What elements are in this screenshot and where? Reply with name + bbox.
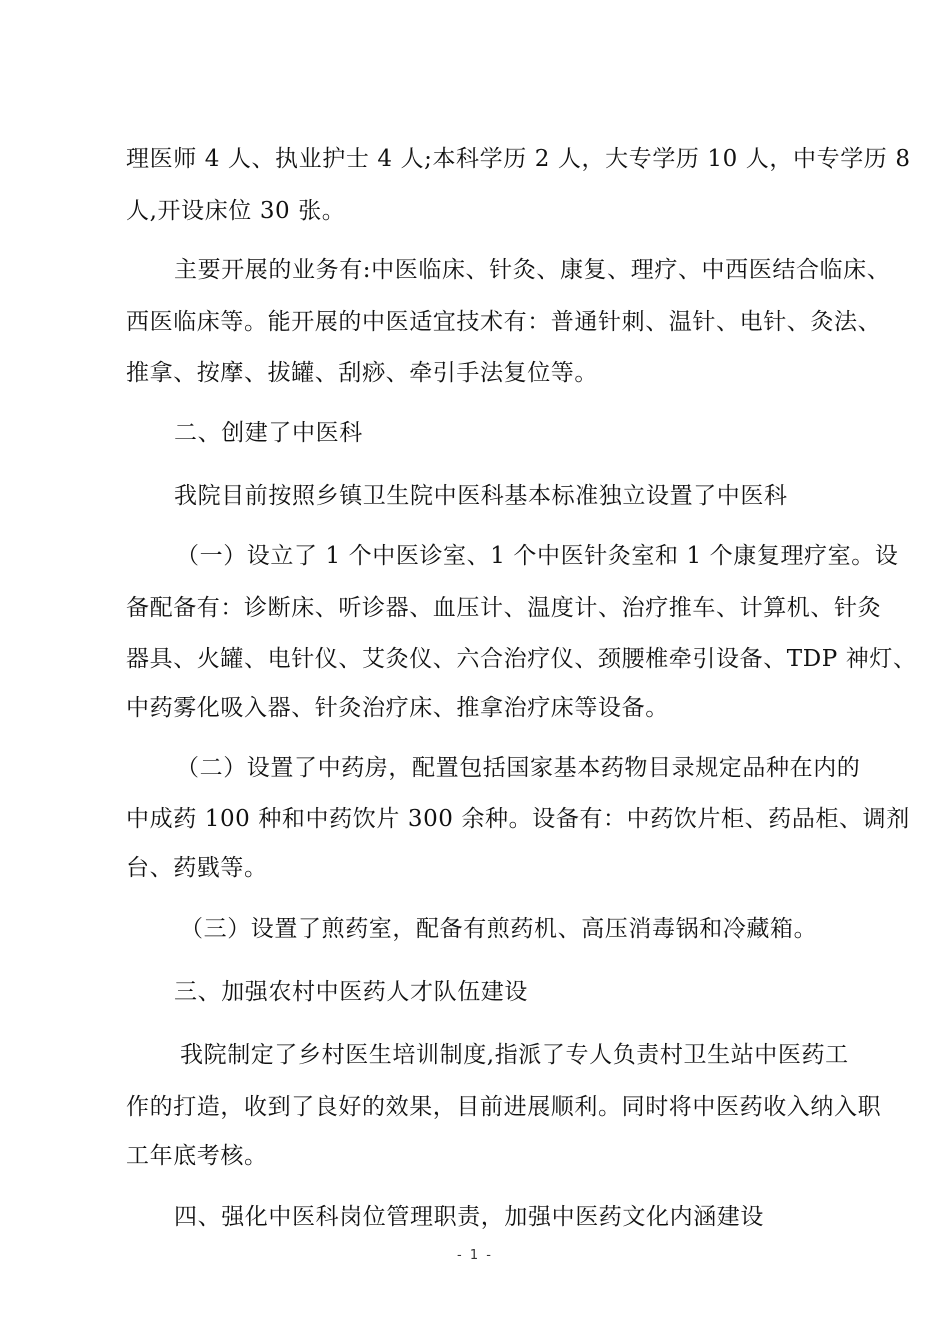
body-line: 我院目前按照乡镇卫生院中医科基本标准独立设置了中医科	[174, 483, 788, 509]
body-line: （三）设置了煎药室，配备有煎药机、高压消毒锅和冷藏箱。	[180, 916, 818, 942]
body-line: 中成药 100 种和中药饮片 300 余种。设备有：中药饮片柜、药品柜、调剂	[126, 806, 910, 832]
body-line: 理医师 4 人、执业护士 4 人;本科学历 2 人，大专学历 10 人，中专学历 8	[126, 146, 911, 172]
section-heading: 四、强化中医科岗位管理职责，加强中医药文化内涵建设	[174, 1204, 764, 1230]
body-line: （一）设立了 1 个中医诊室、1 个中医针灸室和 1 个康复理疗室。设	[176, 543, 899, 569]
body-line: 台、药戥等。	[126, 855, 268, 881]
body-line: 推拿、按摩、拔罐、刮痧、牵引手法复位等。	[126, 360, 598, 386]
body-line: 器具、火罐、电针仪、艾灸仪、六合治疗仪、颈腰椎牵引设备、TDP 神灯、	[126, 646, 917, 672]
body-line: 我院制定了乡村医生培训制度,指派了专人负责村卫生站中医药工	[180, 1042, 849, 1068]
body-line: 人,开设床位 30 张。	[126, 198, 346, 224]
body-line: 工年底考核。	[126, 1143, 268, 1169]
page-number: - 1 -	[457, 1248, 493, 1263]
section-heading: 三、加强农村中医药人才队伍建设	[174, 979, 528, 1005]
body-line: 主要开展的业务有:中医临床、针灸、康复、理疗、中西医结合临床、	[174, 257, 891, 283]
section-heading: 二、创建了中医科	[174, 420, 363, 446]
body-line: 中药雾化吸入器、针灸治疗床、推拿治疗床等设备。	[126, 695, 669, 721]
body-line: 备配备有：诊断床、听诊器、血压计、温度计、治疗推车、计算机、针灸	[126, 595, 882, 621]
body-line: 西医临床等。能开展的中医适宜技术有：普通针刺、温针、电针、灸法、	[126, 309, 882, 335]
body-line: 作的打造，收到了良好的效果，目前进展顺利。同时将中医药收入纳入职	[126, 1094, 882, 1120]
body-line: （二）设置了中药房，配置包括国家基本药物目录规定品种在内的	[176, 755, 861, 781]
